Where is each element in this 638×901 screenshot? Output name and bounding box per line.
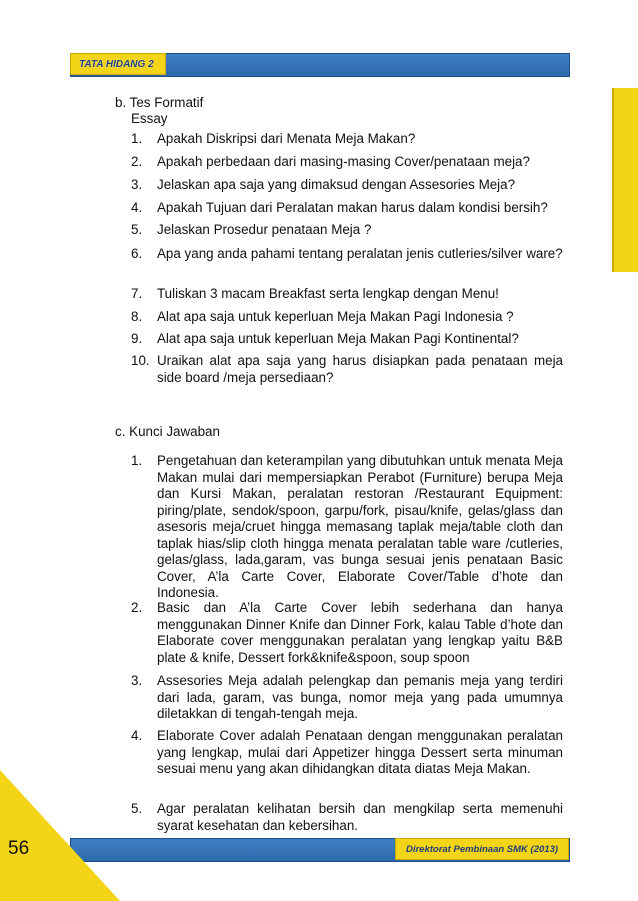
item-text: Jelaskan Prosedur penataan Meja ? — [157, 222, 372, 237]
item-text: Basic dan A’la Carte Cover lebih sederhana dan hanya menggunakan Dinner Knife dan Dinner Fork, kalau Table d’hote dan Elaborate cover menggunakan peralatan yang lengkap yaitu B&B plate & knife, Dessert fork&knife&spoon, soup spoon — [157, 600, 563, 665]
item-number: 9. — [131, 331, 143, 346]
item-number: 1. — [131, 453, 143, 468]
list-item — [131, 222, 563, 239]
list-item — [131, 200, 563, 217]
item-text: Apakah Tujuan dari Peralatan makan harus dalam kondisi bersih? — [157, 200, 548, 215]
item-text: Apakah Diskripsi dari Menata Meja Makan? — [157, 131, 416, 146]
list-item — [131, 801, 563, 834]
item-number: 10. — [131, 353, 150, 368]
list-item — [131, 309, 563, 326]
item-number: 4. — [131, 200, 143, 215]
item-text: Assesories Meja adalah pelengkap dan pemanis meja yang terdiri dari lada, garam, vas bunga, nomor meja yang pada umumnya diletakkan di tengah-tengah meja. — [157, 673, 563, 721]
header-label: TATA HIDANG 2 — [70, 53, 166, 75]
list-item — [131, 728, 563, 778]
list-item — [131, 453, 563, 602]
item-number: 5. — [131, 801, 143, 816]
list-item — [131, 331, 563, 348]
item-text: Tuliskan 3 macam Breakfast serta lengkap dengan Menu! — [157, 286, 499, 301]
section-b-subtitle: Essay — [131, 111, 168, 126]
item-text: Pengetahuan dan keterampilan yang dibutuhkan untuk menata Meja Makan mulai dari mempersiapkan Perabot (Furniture) berupa Meja dan Kursi Makan, peralatan restoran /Restaurant Equipment: piring/plate, sendok/spoon, garpu/fork, pisau/knife, gelas/glass dan asesoris meja/cruet hingga memasang taplak meja/table cloth dan taplak hias/slip cloth hingga menata peralatan table ware /cutleries, gelas/glass, lada,garam, vas bunga sesuai jenis penataan Basic Cover, A’la Carte Cover, Elaborate Cover/Table d’hote dan Indonesia. — [157, 453, 563, 600]
section-c-title: c. Kunci Jawaban — [115, 424, 220, 439]
item-number: 2. — [131, 154, 143, 169]
item-text: Apakah perbedaan dari masing-masing Cover/penataan meja? — [157, 154, 530, 169]
list-item — [131, 177, 563, 194]
item-number: 4. — [131, 728, 143, 743]
list-item — [131, 353, 563, 386]
item-text: Elaborate Cover adalah Penataan dengan menggunakan peralatan yang lengkap, mulai dari Appetizer hingga Dessert serta minuman sesuai menu yang akan dihidangkan ditata diatas Meja Makan. — [157, 728, 563, 776]
section-b-title: b. Tes Formatif — [115, 95, 204, 110]
item-text: Uraikan alat apa saja yang harus disiapkan pada penataan meja side board /meja persediaan? — [157, 353, 563, 385]
item-text: Apa yang anda pahami tentang peralatan jenis cutleries/silver ware? — [157, 246, 563, 261]
item-text: Agar peralatan kelihatan bersih dan mengkilap serta memenuhi syarat kesehatan dan kebersihan. — [157, 801, 563, 833]
item-text: Jelaskan apa saja yang dimaksud dengan Assesories Meja? — [157, 177, 516, 192]
side-accent-strip — [612, 88, 638, 272]
item-number: 5. — [131, 222, 143, 237]
list-item — [131, 131, 563, 148]
item-number: 1. — [131, 131, 143, 146]
item-number: 3. — [131, 673, 143, 688]
item-number: 6. — [131, 246, 143, 261]
item-text: Alat apa saja untuk keperluan Meja Makan Pagi Kontinental? — [157, 331, 519, 346]
list-item — [131, 246, 563, 263]
list-item — [131, 673, 563, 723]
footer-label: Direktorat Pembinaan SMK (2013) — [395, 838, 569, 860]
list-item — [131, 154, 563, 171]
page-number: 56 — [8, 838, 30, 859]
item-text: Alat apa saja untuk keperluan Meja Makan Pagi Indonesia ? — [157, 309, 514, 324]
list-item — [131, 600, 563, 666]
item-number: 8. — [131, 309, 143, 324]
item-number: 2. — [131, 600, 143, 615]
list-item — [131, 286, 563, 303]
corner-accent — [0, 770, 120, 901]
item-number: 3. — [131, 177, 143, 192]
item-number: 7. — [131, 286, 143, 301]
